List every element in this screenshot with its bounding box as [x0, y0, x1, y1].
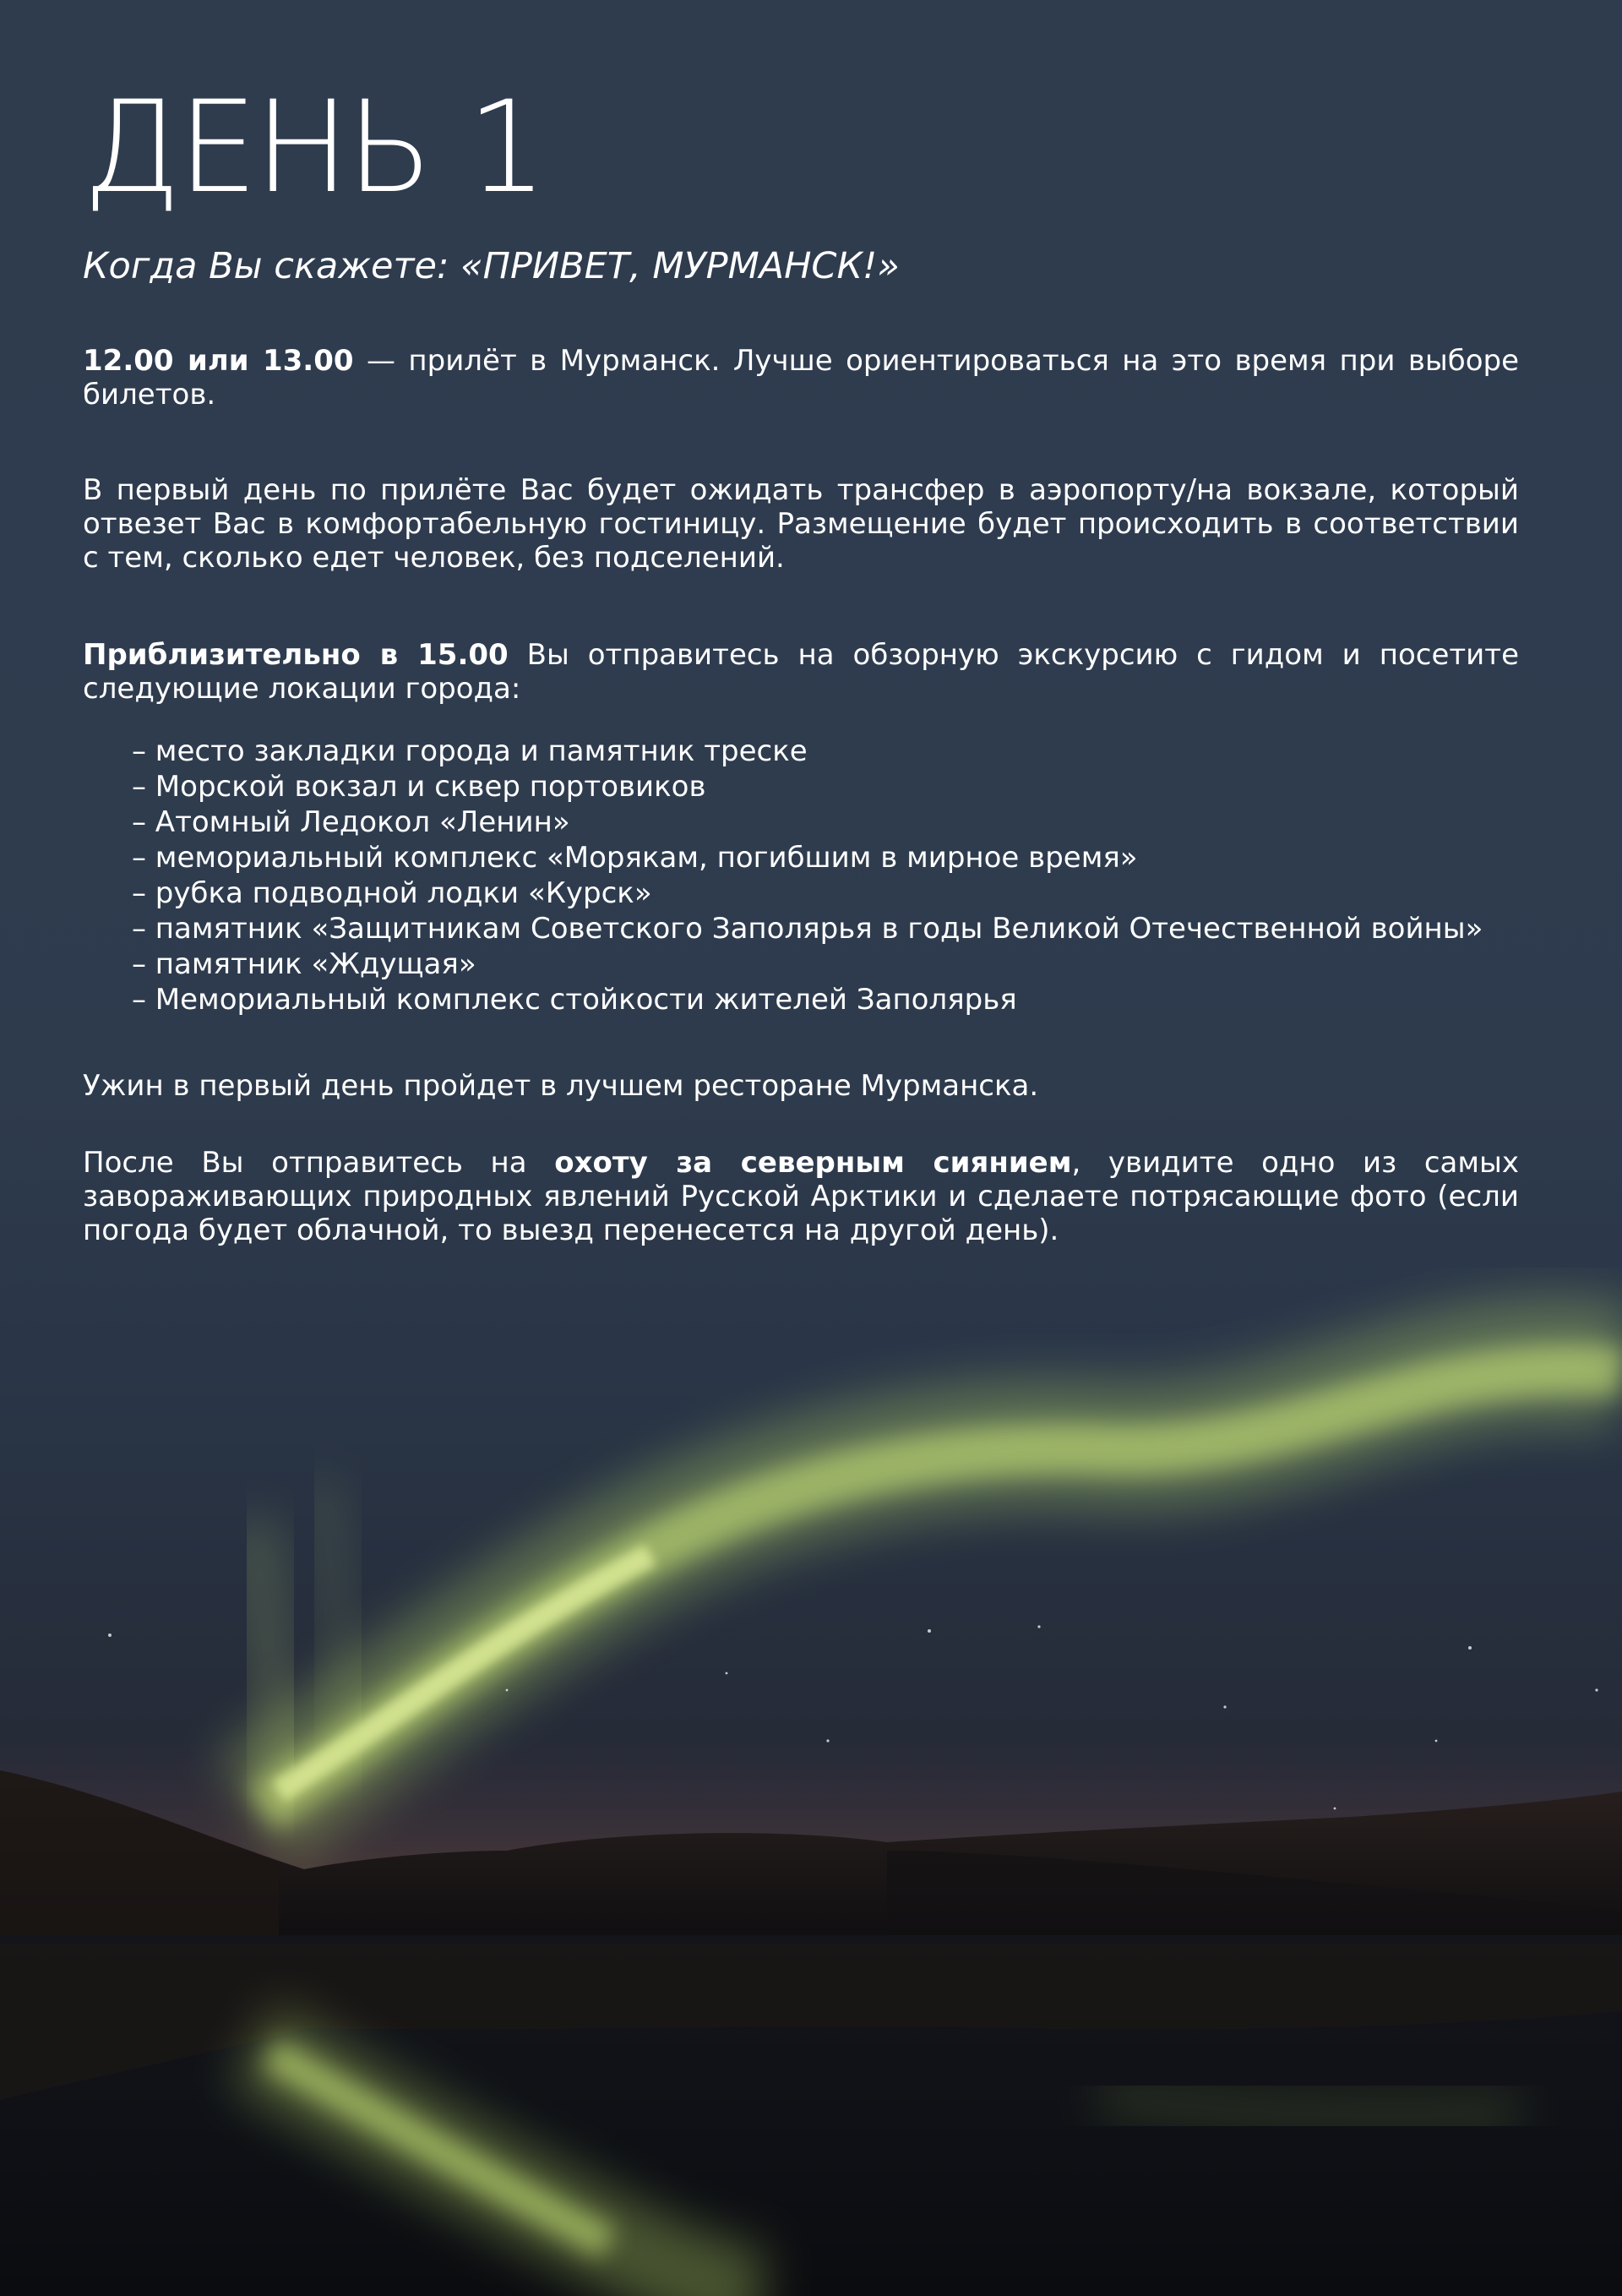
arrival-text: — прилёт в Мурманск. Лучше ориентироваться на это время при выборе билетов.	[83, 344, 1519, 412]
list-item: – место закладки города и памятник треске	[132, 734, 808, 768]
arrival-time: 12.00 или 13.00	[83, 344, 354, 378]
transfer-paragraph: В первый день по прилёте Вас будет ожидать трансфер в аэропорту/на вокзале, который отвезет Вас в комфортабельную гостиницу. Размещение будет происходить в соответствии с тем, сколько едет человек, без подселений.	[83, 473, 1519, 575]
arrival-paragraph	[83, 344, 1519, 412]
dinner-paragraph: Ужин в первый день пройдет в лучшем ресторане Мурманска.	[83, 1069, 1039, 1103]
aurora-text-before: После Вы отправитесь на	[83, 1146, 555, 1180]
list-item: – Атомный Ледокол «Ленин»	[132, 805, 570, 839]
subtitle: Когда Вы скажете: «ПРИВЕТ, МУРМАНСК!»	[83, 245, 900, 287]
excursion-text: Вы отправитесь на обзорную экскурсию с гидом и посетите следующие локации города:	[83, 638, 1519, 706]
aurora-landscape-photo	[0, 1268, 1622, 2296]
aurora-text-after: , увидите одно из самых завораживающих природных явлений Русской Арктики и сделаете потрясающие фото (если погода будет облачной, то выезд перенесется на другой день).	[83, 1146, 1519, 1247]
page-title: ДЕНЬ 1	[83, 74, 545, 221]
excursion-time: Приблизительно в 15.00	[83, 638, 509, 672]
list-item: – мемориальный комплекс «Морякам, погибшим в мирное время»	[132, 841, 1138, 875]
list-item: – Мемориальный комплекс стойкости жителей Заполярья	[132, 983, 1017, 1017]
aurora-highlight: охоту за северным сиянием	[554, 1146, 1072, 1180]
excursion-paragraph	[83, 638, 1519, 706]
aurora-paragraph	[83, 1146, 1519, 1247]
list-item: – рубка подводной лодки «Курск»	[132, 876, 652, 910]
list-item: – Морской вокзал и сквер портовиков	[132, 770, 706, 804]
locations-list	[132, 734, 1483, 1017]
list-item: – памятник «Ждущая»	[132, 947, 476, 981]
list-item: – памятник «Защитникам Советского Заполярья в годы Великой Отечественной войны»	[132, 912, 1483, 946]
